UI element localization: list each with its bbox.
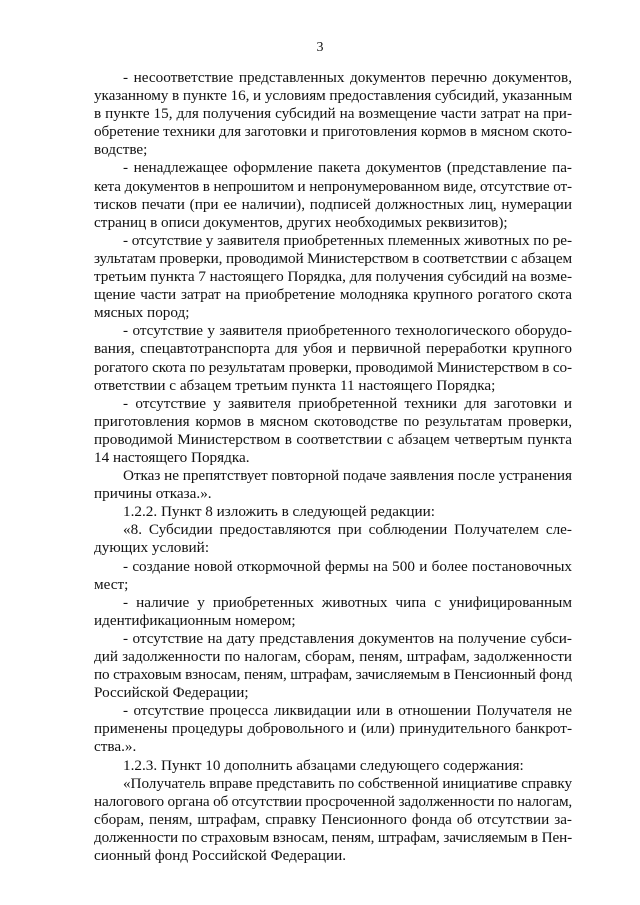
text-line: - отсутствие на дату представления документов на получение субси- [123,629,572,647]
text-line: тисков печати (при ее наличии), подписей должностных лиц, нумерации [94,195,572,213]
text-line: долженности по страховым взносам, пеням, штрафам, зачисляемым в Пен- [94,828,572,846]
text-line: ства.». [94,738,137,756]
text-line: - наличие у приобретенных животных чипа с унифицированным [123,593,572,611]
text-line: Российской Федерации; [94,684,249,702]
text-line: 14 настоящего Порядка. [94,448,250,466]
text-line: применены процедуры добровольного и (или) принудительного банкрот- [94,720,572,738]
text-line: - несоответствие представленных документов перечню документов, [123,69,572,86]
text-line: налогового органа об отсутствии просроченной задолженности по налогам, [94,792,572,810]
text-line: мест; [94,575,129,593]
text-line: дующих условий: [94,539,210,557]
text-line: - ненадлежащее оформление пакета документов (представление па- [123,159,572,177]
text-line: - отсутствие у заявителя приобретенной техники для заготовки и [123,394,572,412]
text-line: по страховым взносам, пеням, штрафам, зачисляемым в Пенсионный фонд [94,666,572,684]
text-line: в пункте 15, для получения субсидий на возмещение части затрат на при- [94,105,572,123]
text-line: зультатам проверки, проводимой Министерством в соответствии с абзацем [94,249,572,267]
text-line: сионный фонд Российской Федерации. [94,847,347,865]
text-line: приготовления кормов в мясном скотоводстве по результатам проверки, [94,412,572,430]
text-line: 1.2.3. Пункт 10 дополнить абзацами следующего содержания: [123,756,524,774]
text-line: страниц в описи документов, других необходимых реквизитов); [94,213,508,231]
text-line: ответствии с абзацем третьим пункта 11 настоящего Порядка; [94,376,496,394]
text-line: - отсутствие у заявителя приобретенного технологического оборудо- [123,322,572,340]
text-line: дий задолженности по налогам, сборам, пеням, штрафам, задолженности [94,648,572,665]
page-number: 3 [316,40,324,55]
text-line: проводимой Министерством в соответствии с абзацем четвертым пункта [94,430,572,448]
text-line: сборам, пеням, штрафам, справку Пенсионного фонда об отсутствии за- [94,810,572,828]
text-line: «8. Субсидии предоставляются при соблюдении Получателем сле- [123,521,572,539]
text-line: 1.2.2. Пункт 8 изложить в следующей редакции: [123,503,436,521]
text-line: - отсутствие у заявителя приобретенных племенных животных по ре- [123,231,572,249]
text-line: щение части затрат на приобретение молодняка крупного рогатого скота [94,286,572,304]
text-line: указанному в пункте 16, и условиям предоставления субсидий, указанным [94,87,572,105]
text-line: вания, спецавтотранспорта для убоя и первичной переработки крупного [94,340,572,358]
text-line: причины отказа.». [94,485,212,503]
text-line: Отказ не препятствует повторной подаче заявления после устранения [123,467,572,485]
text-line: водстве; [94,141,148,159]
text-line: - создание новой откормочной фермы на 500 и более постановочных [123,557,572,575]
text-line: кета документов в непрошитом и непронумерованном виде, отсутствие от- [94,177,572,195]
text-line: - отсутствие процесса ликвидации или в отношении Получателя не [123,702,572,720]
document-body [94,69,572,865]
text-line: рогатого скота по результатам проверки, проводимой Министерством в со- [94,358,572,376]
text-line: обретение техники для заготовки и приготовления кормов в мясном ското- [94,123,572,141]
text-line: идентификационным номером; [94,611,296,629]
text-line: мясных пород; [94,304,190,322]
text-line: третьим пункта 7 настоящего Порядка, для получения субсидий на возме- [94,268,572,286]
text-line: «Получатель вправе представить по собственной инициативе справку [123,774,572,792]
